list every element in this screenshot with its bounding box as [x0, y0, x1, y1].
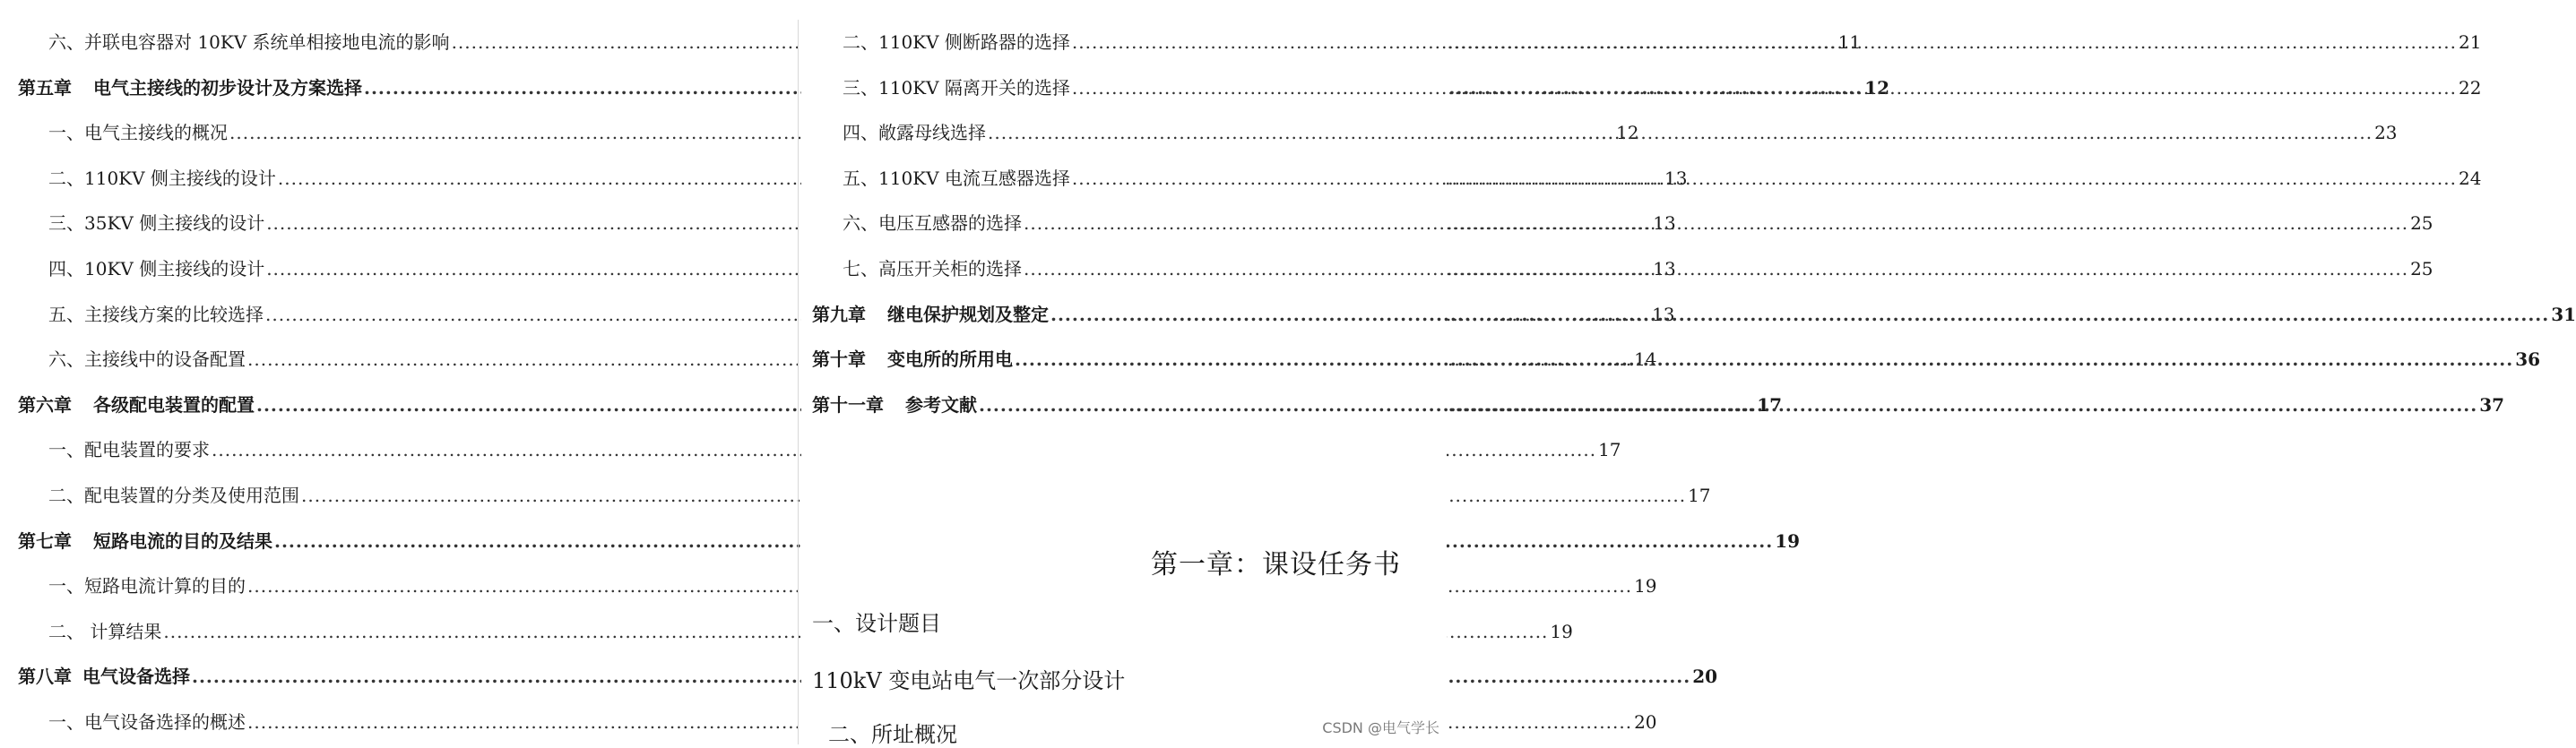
- toc-page-number: 36: [2515, 348, 2541, 371]
- toc-entry-title: 三、110KV 隔离开关的选择: [843, 76, 1070, 99]
- toc-entry-title: 四、10KV 侧主接线的设计: [48, 258, 265, 279]
- partial-text-line: 二、所址概况: [828, 722, 957, 747]
- toc-entry-title: 二、配电装置的分类及使用范围: [48, 485, 299, 506]
- toc-page-number: 25: [2410, 212, 2433, 235]
- toc-entry-title: 电气设备选择: [82, 666, 190, 688]
- toc-dot-leader: [979, 390, 2477, 420]
- toc-dot-leader: [1050, 299, 2549, 330]
- toc-entry-title: 六、主接线中的设备配置: [48, 348, 246, 371]
- toc-page-number: 21: [2458, 31, 2482, 53]
- toc-page-number: 11: [1837, 31, 1862, 53]
- toc-page-number: 37: [2479, 393, 2505, 416]
- toc-page-number: 12: [1616, 122, 1639, 144]
- toc-dot-leader: [1024, 208, 2408, 238]
- toc-page-number: 13: [1653, 258, 1676, 279]
- toc-entry-title: 继电保护规划及整定: [887, 303, 1049, 325]
- toc-page-number: 17: [1688, 485, 1711, 506]
- toc-dot-leader: [1072, 163, 2457, 193]
- toc-page-number: 23: [2374, 122, 2398, 144]
- toc-page-number: 19: [1775, 529, 1801, 552]
- toc-chapter-number: 第十一章: [812, 393, 884, 416]
- toc-chapter-number: 第五章: [18, 76, 72, 99]
- toc-page-number: 13: [1653, 212, 1676, 235]
- toc-chapter-number: 第七章: [18, 529, 72, 552]
- toc-chapter-number: 第六章: [18, 393, 72, 416]
- toc-chapter-number: 第八章: [18, 666, 72, 688]
- page-divider: [798, 20, 799, 744]
- toc-page-number: 13: [1652, 303, 1675, 325]
- toc-entry-title: 二、110KV 侧主接线的设计: [48, 167, 276, 189]
- toc-entry-title: 一、电气主接线的概况: [48, 122, 228, 144]
- toc-dot-leader: [1072, 27, 2457, 57]
- toc-entry-title: 六、电压互感器的选择: [843, 212, 1022, 235]
- toc-entry-title: 三、35KV 侧主接线的设计: [48, 212, 265, 235]
- toc-entry-title: 一、配电装置的要求: [48, 439, 210, 461]
- toc-entry-title: 五、110KV 电流互感器选择: [843, 167, 1070, 189]
- toc-chapter-number: 第十章: [812, 348, 866, 371]
- toc-page-number: 19: [1550, 620, 1573, 642]
- toc-entry-title: 短路电流的目的及结果: [93, 529, 272, 552]
- toc-entry-title: 六、并联电容器对 10KV 系统单相接地电流的影响: [48, 31, 450, 53]
- toc-entry-title: 七、高压开关柜的选择: [843, 258, 1022, 279]
- toc-page-number: 20: [1634, 711, 1657, 733]
- toc-entry-title: 电气主接线的初步设计及方案选择: [93, 76, 362, 99]
- toc-entry-title: 各级配电装置的配置: [93, 393, 255, 416]
- toc-page-number: 17: [1757, 393, 1783, 416]
- body-text: 110kV 变电站电气一次部分设计: [812, 668, 1126, 693]
- toc-section-entry[interactable]: [18, 571, 1657, 601]
- toc-entry-title: 四、敞露母线选择: [843, 122, 986, 144]
- toc-entry-title: 一、短路电流计算的目的: [48, 575, 246, 598]
- chapter-heading: 第一章：课设任务书: [1151, 549, 1401, 580]
- toc-page-number: 20: [1692, 666, 1718, 688]
- section-heading: 一、设计题目: [812, 611, 941, 636]
- toc-chapter-entry[interactable]: [18, 526, 1801, 556]
- toc-page-number: 22: [2458, 76, 2482, 99]
- toc-page-number: 31: [2551, 303, 2576, 325]
- toc-page-number: 12: [1864, 76, 1890, 99]
- toc-dot-leader: [1015, 344, 2513, 374]
- toc-page-number: 24: [2458, 167, 2482, 189]
- toc-entry-title: 五、主接线方案的比较选择: [48, 303, 264, 325]
- toc-dot-leader: [988, 117, 2373, 148]
- toc-entry-title: 参考文献: [905, 393, 977, 416]
- toc-page-number: 25: [2410, 258, 2433, 279]
- toc-entry-title: 一、电气设备选择的概述: [48, 711, 246, 733]
- toc-section-entry[interactable]: [812, 27, 2482, 57]
- toc-page-number: 19: [1634, 575, 1657, 598]
- toc-entry-title: 二、 计算结果: [48, 620, 162, 642]
- toc-section-entry[interactable]: [18, 480, 1711, 511]
- watermark: CSDN @电气学长: [1322, 719, 1439, 736]
- toc-dot-leader: [1024, 254, 2408, 284]
- toc-page-number: 17: [1598, 439, 1621, 461]
- toc-section-entry[interactable]: [18, 434, 1621, 465]
- toc-page-number: 14: [1634, 348, 1657, 371]
- toc-entry-title: 二、110KV 侧断路器的选择: [843, 31, 1070, 53]
- toc-entry-title: 变电所的所用电: [887, 348, 1013, 371]
- toc-page-number: 13: [1664, 167, 1688, 189]
- toc-chapter-number: 第九章: [812, 303, 866, 325]
- toc-dot-leader: [1072, 73, 2457, 103]
